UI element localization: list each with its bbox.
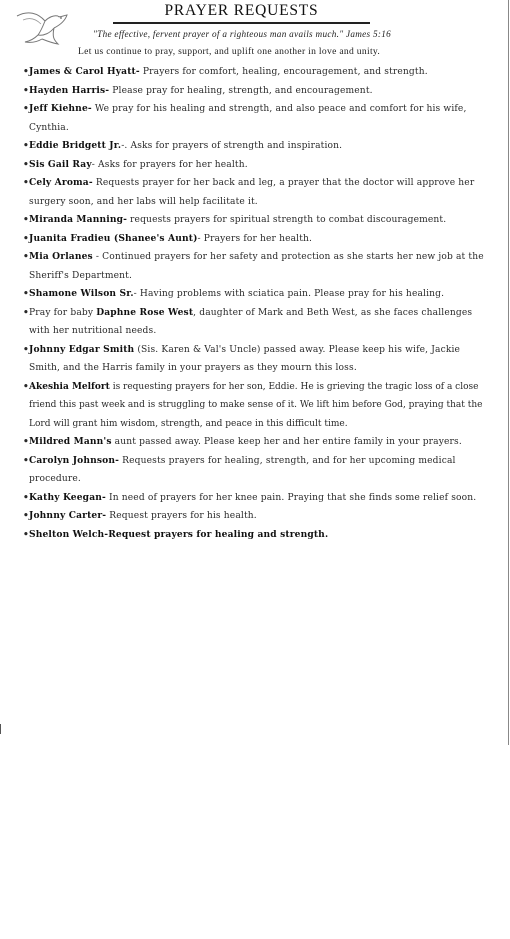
request-text: - Asks for prayers for her health. bbox=[91, 159, 248, 170]
list-item bbox=[23, 174, 485, 211]
bullet: • bbox=[23, 510, 29, 521]
request-name: Hayden Harris- bbox=[29, 84, 110, 96]
request-name: Johnny Edgar Smith bbox=[29, 343, 135, 355]
list-item bbox=[23, 211, 485, 230]
request-name: James & Carol Hyatt- bbox=[29, 66, 140, 77]
list-item bbox=[23, 433, 485, 452]
list-item bbox=[23, 230, 485, 249]
bullet: • bbox=[23, 343, 29, 355]
request-text: requests prayers for spiritual strength to combat discouragement. bbox=[127, 215, 447, 225]
list-item bbox=[23, 378, 485, 434]
bullet: • bbox=[23, 103, 29, 114]
request-text: - Having problems with sciatica pain. Please pray for his healing. bbox=[133, 289, 445, 299]
request-name: Jeff Kiehne- bbox=[29, 103, 92, 114]
request-text: (Sis. Karen & Val's Uncle) passed away. Please keep his wife, Jackie Smith, and the Harris family in your prayers as they mourn this loss. bbox=[29, 344, 461, 373]
bullet: • bbox=[23, 66, 29, 77]
request-name: Mia Orlanes bbox=[29, 251, 93, 262]
request-text: , daughter of Mark and Beth West, as she faces challenges with her nutritional needs. bbox=[29, 307, 473, 336]
list-item bbox=[23, 285, 485, 304]
request-name: Kathy Keegan- bbox=[29, 491, 106, 503]
request-text: is requesting prayers for her son, Eddie. He is grieving the tragic loss of a close friend this past week and is struggling to make sense of it. We lift him before God, praying that the Lord will grant him wisdom, strength, and peace in this difficult time. bbox=[29, 381, 483, 429]
list-item bbox=[23, 63, 485, 82]
bullet: • bbox=[23, 177, 29, 188]
bullet: • bbox=[23, 158, 29, 170]
bullet: • bbox=[23, 381, 29, 392]
request-name: Carolyn Johnson- bbox=[29, 454, 120, 466]
list-item bbox=[23, 489, 485, 508]
intro-text: Let us continue to pray, support, and uplift one another in love and unity. bbox=[78, 46, 381, 57]
scripture-verse: "The effective, fervent prayer of a righteous man avails much." James 5:16 bbox=[93, 29, 392, 39]
request-name: Sis Gail Ray bbox=[29, 158, 92, 170]
request-name: Daphne Rose West bbox=[96, 306, 194, 318]
request-name: Mildred Mann's bbox=[29, 436, 112, 447]
bullet: • bbox=[23, 454, 29, 466]
bullet: • bbox=[23, 288, 29, 299]
bullet: • bbox=[23, 528, 29, 540]
request-text: Requests prayers for healing, strength, and for her upcoming medical procedure. bbox=[29, 455, 456, 484]
request-text: Please pray for healing, strength, and encouragement. bbox=[109, 85, 373, 96]
bullet: • bbox=[23, 214, 29, 225]
bullet: • bbox=[23, 251, 29, 262]
title-underline bbox=[113, 22, 370, 24]
list-item bbox=[23, 341, 485, 378]
list-item bbox=[23, 137, 485, 156]
bullet: • bbox=[23, 306, 29, 318]
dove-icon bbox=[14, 4, 78, 48]
request-name: Miranda Manning- bbox=[29, 214, 128, 225]
request-text: aunt passed away. Please keep her and her entire family in your prayers. bbox=[111, 437, 462, 447]
request-name: Johnny Carter- bbox=[29, 510, 107, 521]
list-item bbox=[23, 304, 485, 341]
request-prefix: Pray for baby bbox=[29, 307, 97, 318]
request-name: Akeshia Melfort bbox=[29, 381, 110, 392]
request-name: Shelton Welch-Request prayers for healing and strength. bbox=[29, 528, 329, 540]
request-text: - Continued prayers for her safety and protection as she starts her new job at the Sheriff's Department. bbox=[29, 252, 484, 281]
list-item bbox=[23, 507, 485, 526]
request-name: Shamone Wilson Sr. bbox=[29, 288, 134, 299]
list-item bbox=[23, 100, 485, 137]
scan-mark bbox=[0, 724, 1, 734]
list-item bbox=[23, 82, 485, 101]
bullet: • bbox=[23, 84, 29, 96]
list-item bbox=[23, 452, 485, 489]
request-text: Request prayers for his health. bbox=[106, 511, 257, 521]
request-text: In need of prayers for her knee pain. Praying that she finds some relief soon. bbox=[105, 492, 477, 503]
bullet: • bbox=[23, 140, 29, 151]
bullet: • bbox=[23, 232, 29, 244]
request-name: Cely Aroma- bbox=[29, 177, 93, 188]
list-item bbox=[23, 248, 485, 285]
request-name: Juanita Fradieu (Shanee's Aunt) bbox=[29, 232, 198, 244]
bullet: • bbox=[23, 491, 29, 503]
list-item bbox=[23, 526, 485, 545]
request-text: - Prayers for her health. bbox=[197, 233, 313, 244]
request-text: -. Asks for prayers of strength and inspiration. bbox=[121, 141, 343, 151]
request-text: We pray for his healing and strength, and also peace and comfort for his wife, Cynthia. bbox=[29, 104, 467, 133]
bullet: • bbox=[23, 436, 29, 447]
page-title: PRAYER REQUESTS bbox=[164, 2, 319, 19]
request-name: Eddie Bridgett Jr. bbox=[29, 140, 122, 151]
prayer-request-list bbox=[23, 63, 485, 544]
request-text: Requests prayer for her back and leg, a prayer that the doctor will approve her surgery soon, and her labs will help facilitate it. bbox=[29, 178, 475, 207]
request-text: Prayers for comfort, healing, encouragement, and strength. bbox=[139, 67, 428, 77]
list-item bbox=[23, 156, 485, 175]
page-border bbox=[508, 0, 509, 745]
